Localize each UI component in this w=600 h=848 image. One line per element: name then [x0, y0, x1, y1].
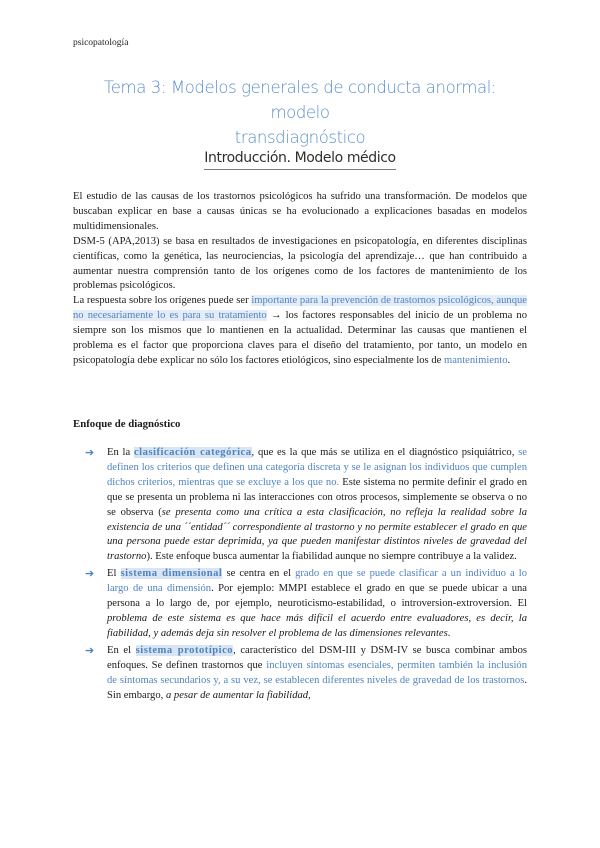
text-run: ). Este enfoque busca aumentar la fiabilidad aunque no siempre contribuye a la validez.	[146, 551, 517, 563]
list-item-dimensional	[85, 567, 528, 642]
text-run: se centra en el	[222, 568, 296, 580]
arrow-bullet-icon: ➔	[85, 568, 95, 581]
text-run: La respuesta sobre los orígenes puede ser	[73, 295, 252, 307]
text-run: En la	[107, 447, 134, 458]
text-run: Este sistema no permite definir el grado en que se presenta un problema ni las interacciones con otros procesos, simplemente se observa o no se observa (	[107, 476, 528, 518]
text-run: El	[107, 568, 121, 580]
italic-text: se presenta como una crítica a esta clasificación, no refleja la realidad sobre la existencia de una ´´entidad´´ correspondiente al trastorno y no permite establecer el grado en que una persona puede estar deprimida, ya que pueden manifestar distintos niveles de gravedad del trastorno	[107, 506, 527, 563]
text-run: → los factores responsables del inicio de un problema no siempre son los mismos que lo mantienen en la actualidad. Determinar las causas que mantienen el problema es el factor que proporciona claves para el diseño del tratamiento, por tanto, un modelo en psicopatología debe explicar no sólo los factores etiológicos, sino especialmente los de	[73, 310, 528, 366]
intro-paragraph-2: DSM-5 (APA,2013) se basa en resultados de investigaciones en psicopatología, en diferentes disciplinas científicas, como la genética, las neurociencias, la psicología del aprendizaje… que han contribuido a aumentar nuestra comprensión tanto de los orígenes como de los factores de mantenimiento de los problemas psicológicos.	[73, 235, 527, 292]
text-run: , que es la que más se utiliza en el diagnóstico psiquiátrico,	[251, 447, 519, 458]
arrow-bullet-icon: ➔	[85, 447, 95, 459]
text-run: .	[507, 354, 511, 366]
section-heading-text: Introducción. Modelo médico	[204, 150, 395, 170]
blue-text: incluyen síntomas esenciales, permiten también la inclusión de síntomas secundarios y, a su vez, se establecen diferentes niveles de gravedad de los trastornos	[107, 659, 527, 686]
italic-text: problema de este sistema es que hace más difícil el acuerdo entre evaluadores, es decir, la fiabilidad, y además deja sin resolver el problema de las dimensiones relevantes	[107, 612, 527, 639]
text-run: . Sin embargo,	[107, 674, 527, 701]
text-run: , característico del DSM-III y DSM-IV se busca combinar ambos enfoques. Se definen trastornos que	[107, 644, 527, 671]
highlighted-text: importante para la prevención de trastornos psicológicos, aunque no necesariamente lo es para su tratamiento	[73, 295, 527, 322]
text-run: En el	[107, 644, 136, 656]
blue-text: se definen los criterios que definen una categoría discreta y se le asignan los individuos que cumplen dichos criterios, mientras que se excluye a los que no.	[107, 447, 527, 488]
italic-text: a pesar de aumentar la fiabilidad,	[165, 689, 311, 701]
term-highlight: clasificación categórica	[133, 447, 252, 458]
text-run: .	[447, 627, 451, 639]
intro-body	[73, 190, 527, 369]
list-item-prototypic	[85, 644, 527, 704]
diagnosis-list	[85, 446, 528, 705]
subsection-title: Enfoque de diagnóstico	[73, 418, 181, 430]
intro-paragraph-3	[73, 294, 527, 369]
page-header: psicopatología	[73, 38, 129, 48]
arrow-bullet-icon: ➔	[85, 644, 95, 657]
term-highlight: sistema prototípico	[135, 644, 234, 656]
blue-text: grado en que se puede clasificar a un individuo a lo largo de una dimensión	[107, 568, 528, 595]
intro-paragraph-1: El estudio de las causas de los trastornos psicológicos ha sufrido una transformación. De modelos que buscaban explicar en base a causas únicas se ha evolucionado a explicaciones basadas en modelos multidimensionales.	[73, 191, 527, 232]
title-line-1: Tema 3: Modelos generales de conducta anormal: modelo	[103, 78, 497, 122]
page-title	[73, 75, 527, 150]
text-run: . Por ejemplo: MMPI establece el grado en que se puede ubicar a una persona a lo largo de, por ejemplo, neuroticismo-estabilidad, o introversion-extroversion. El	[107, 583, 527, 610]
blue-text: mantenimiento	[443, 354, 508, 366]
list-item-categorical	[85, 446, 528, 565]
section-heading	[73, 150, 527, 170]
term-highlight: sistema dimensional	[120, 568, 223, 580]
title-line-2: transdiagnóstico	[234, 128, 366, 147]
